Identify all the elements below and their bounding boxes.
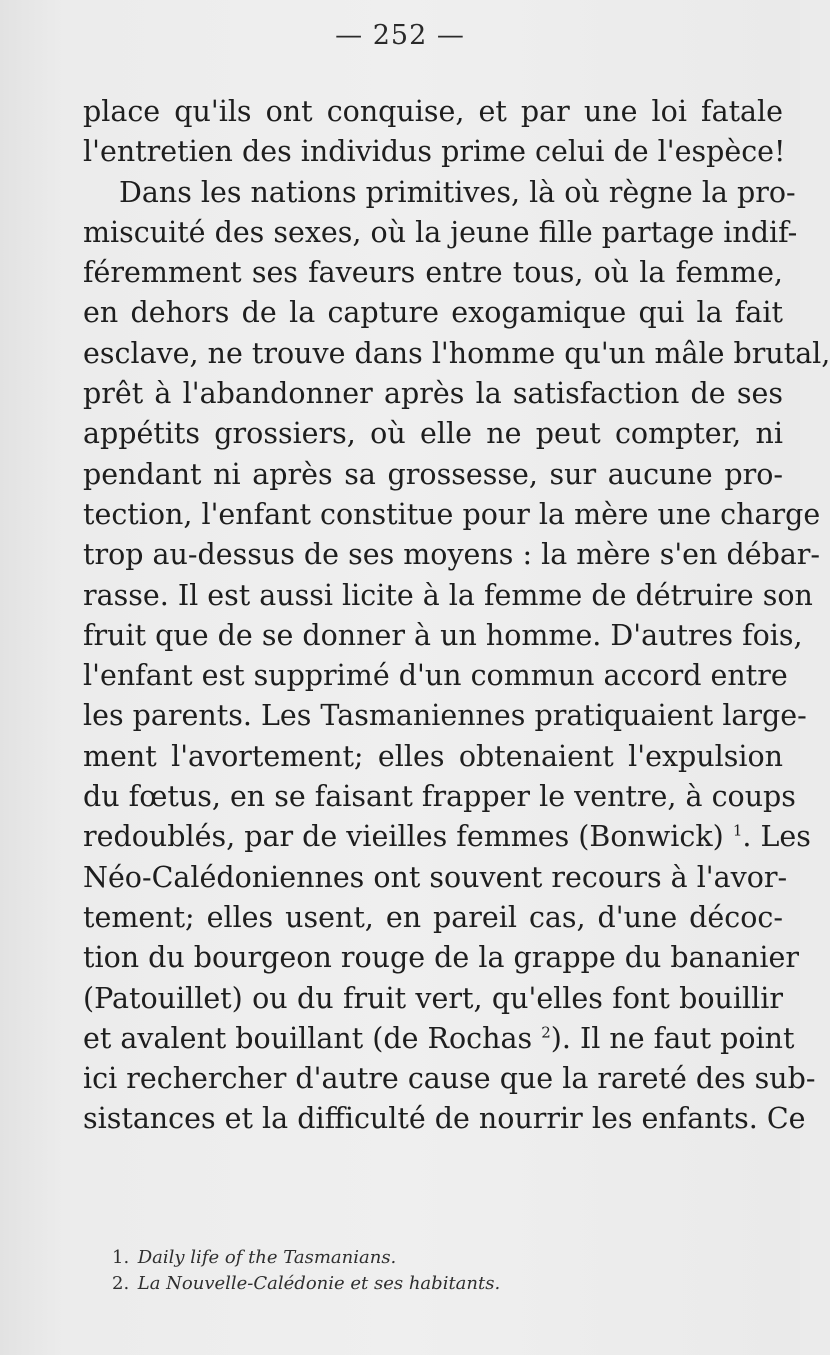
text-segment: . Les [742,820,811,854]
text-segment: ). Il ne faut point [550,1021,795,1055]
text-segment: redoublés, par de vieilles femmes (Bonwick) [83,820,724,854]
text-line: sistances et la difficulté de nourrir les enfants. Ce [83,1102,806,1136]
paragraph-start-line: Dans les nations primitives, là où règne la pro- [119,175,796,209]
text-line: tion du bourgeon rouge de la grappe du bananier [83,941,799,975]
text-line: féremment ses faveurs entre tous, où la femme, [83,256,783,290]
text-line: miscuité des sexes, où la jeune fille partage indif- [83,215,798,249]
text-line: ment l'avortement; elles obtenaient l'expulsion [83,739,783,773]
footnote-ref: 2 [541,1023,551,1042]
text-line: en dehors de la capture exogamique qui la fait [83,296,783,330]
text-line: les parents. Les Tasmaniennes pratiquaient large- [83,699,807,733]
text-line: Néo-Calédoniennes ont souvent recours à l'avor- [83,860,788,894]
text-line-with-note-ref [83,817,811,857]
footnote-number: 2. [112,1273,130,1294]
text-line: place qu'ils ont conquise, et par une loi fatale [83,95,783,128]
footnote-text: La Nouvelle-Calédonie et ses habitants. [137,1273,501,1294]
text-line: (Patouillet) ou du fruit vert, qu'elles font bouillir [83,981,783,1015]
text-line: appétits grossiers, où elle ne peut compter, ni [83,417,783,451]
body-text [83,92,830,1140]
text-segment: et avalent bouillant (de Rochas [83,1021,533,1055]
footnotes [112,1245,772,1297]
text-line: tement; elles usent, en pareil cas, d'une décoc- [83,900,783,934]
text-line: esclave, ne trouve dans l'homme qu'un mâle brutal, [83,336,830,370]
text-line: trop au-dessus de ses moyens : la mère s'en débar- [83,538,821,572]
text-line: fruit que de se donner à un homme. D'autres fois, [83,618,803,652]
footnote-number: 1. [112,1247,130,1268]
text-line: l'entretien des individus prime celui de l'espèce! [83,135,786,169]
text-line-with-note-ref [83,1019,795,1059]
text-line: tection, l'enfant constitue pour la mère une charge [83,497,821,531]
footnote-ref: 1 [732,821,743,840]
footnote-text: Daily life of the Tasmanians. [137,1247,397,1268]
footnote [112,1245,772,1271]
text-line: prêt à l'abandonner après la satisfaction de ses [83,377,783,411]
text-line: ici rechercher d'autre cause que la rareté des sub- [83,1062,816,1096]
text-line: pendant ni après sa grossesse, sur aucune pro- [83,457,783,491]
page-number: — 252 — [335,20,465,51]
text-line: l'enfant est supprimé d'un commun accord entre [83,659,788,693]
text-line: rasse. Il est aussi licite à la femme de détruire son [83,578,813,612]
footnote [112,1271,772,1297]
text-line: du fœtus, en se faisant frapper le ventre, à coups [83,780,796,814]
